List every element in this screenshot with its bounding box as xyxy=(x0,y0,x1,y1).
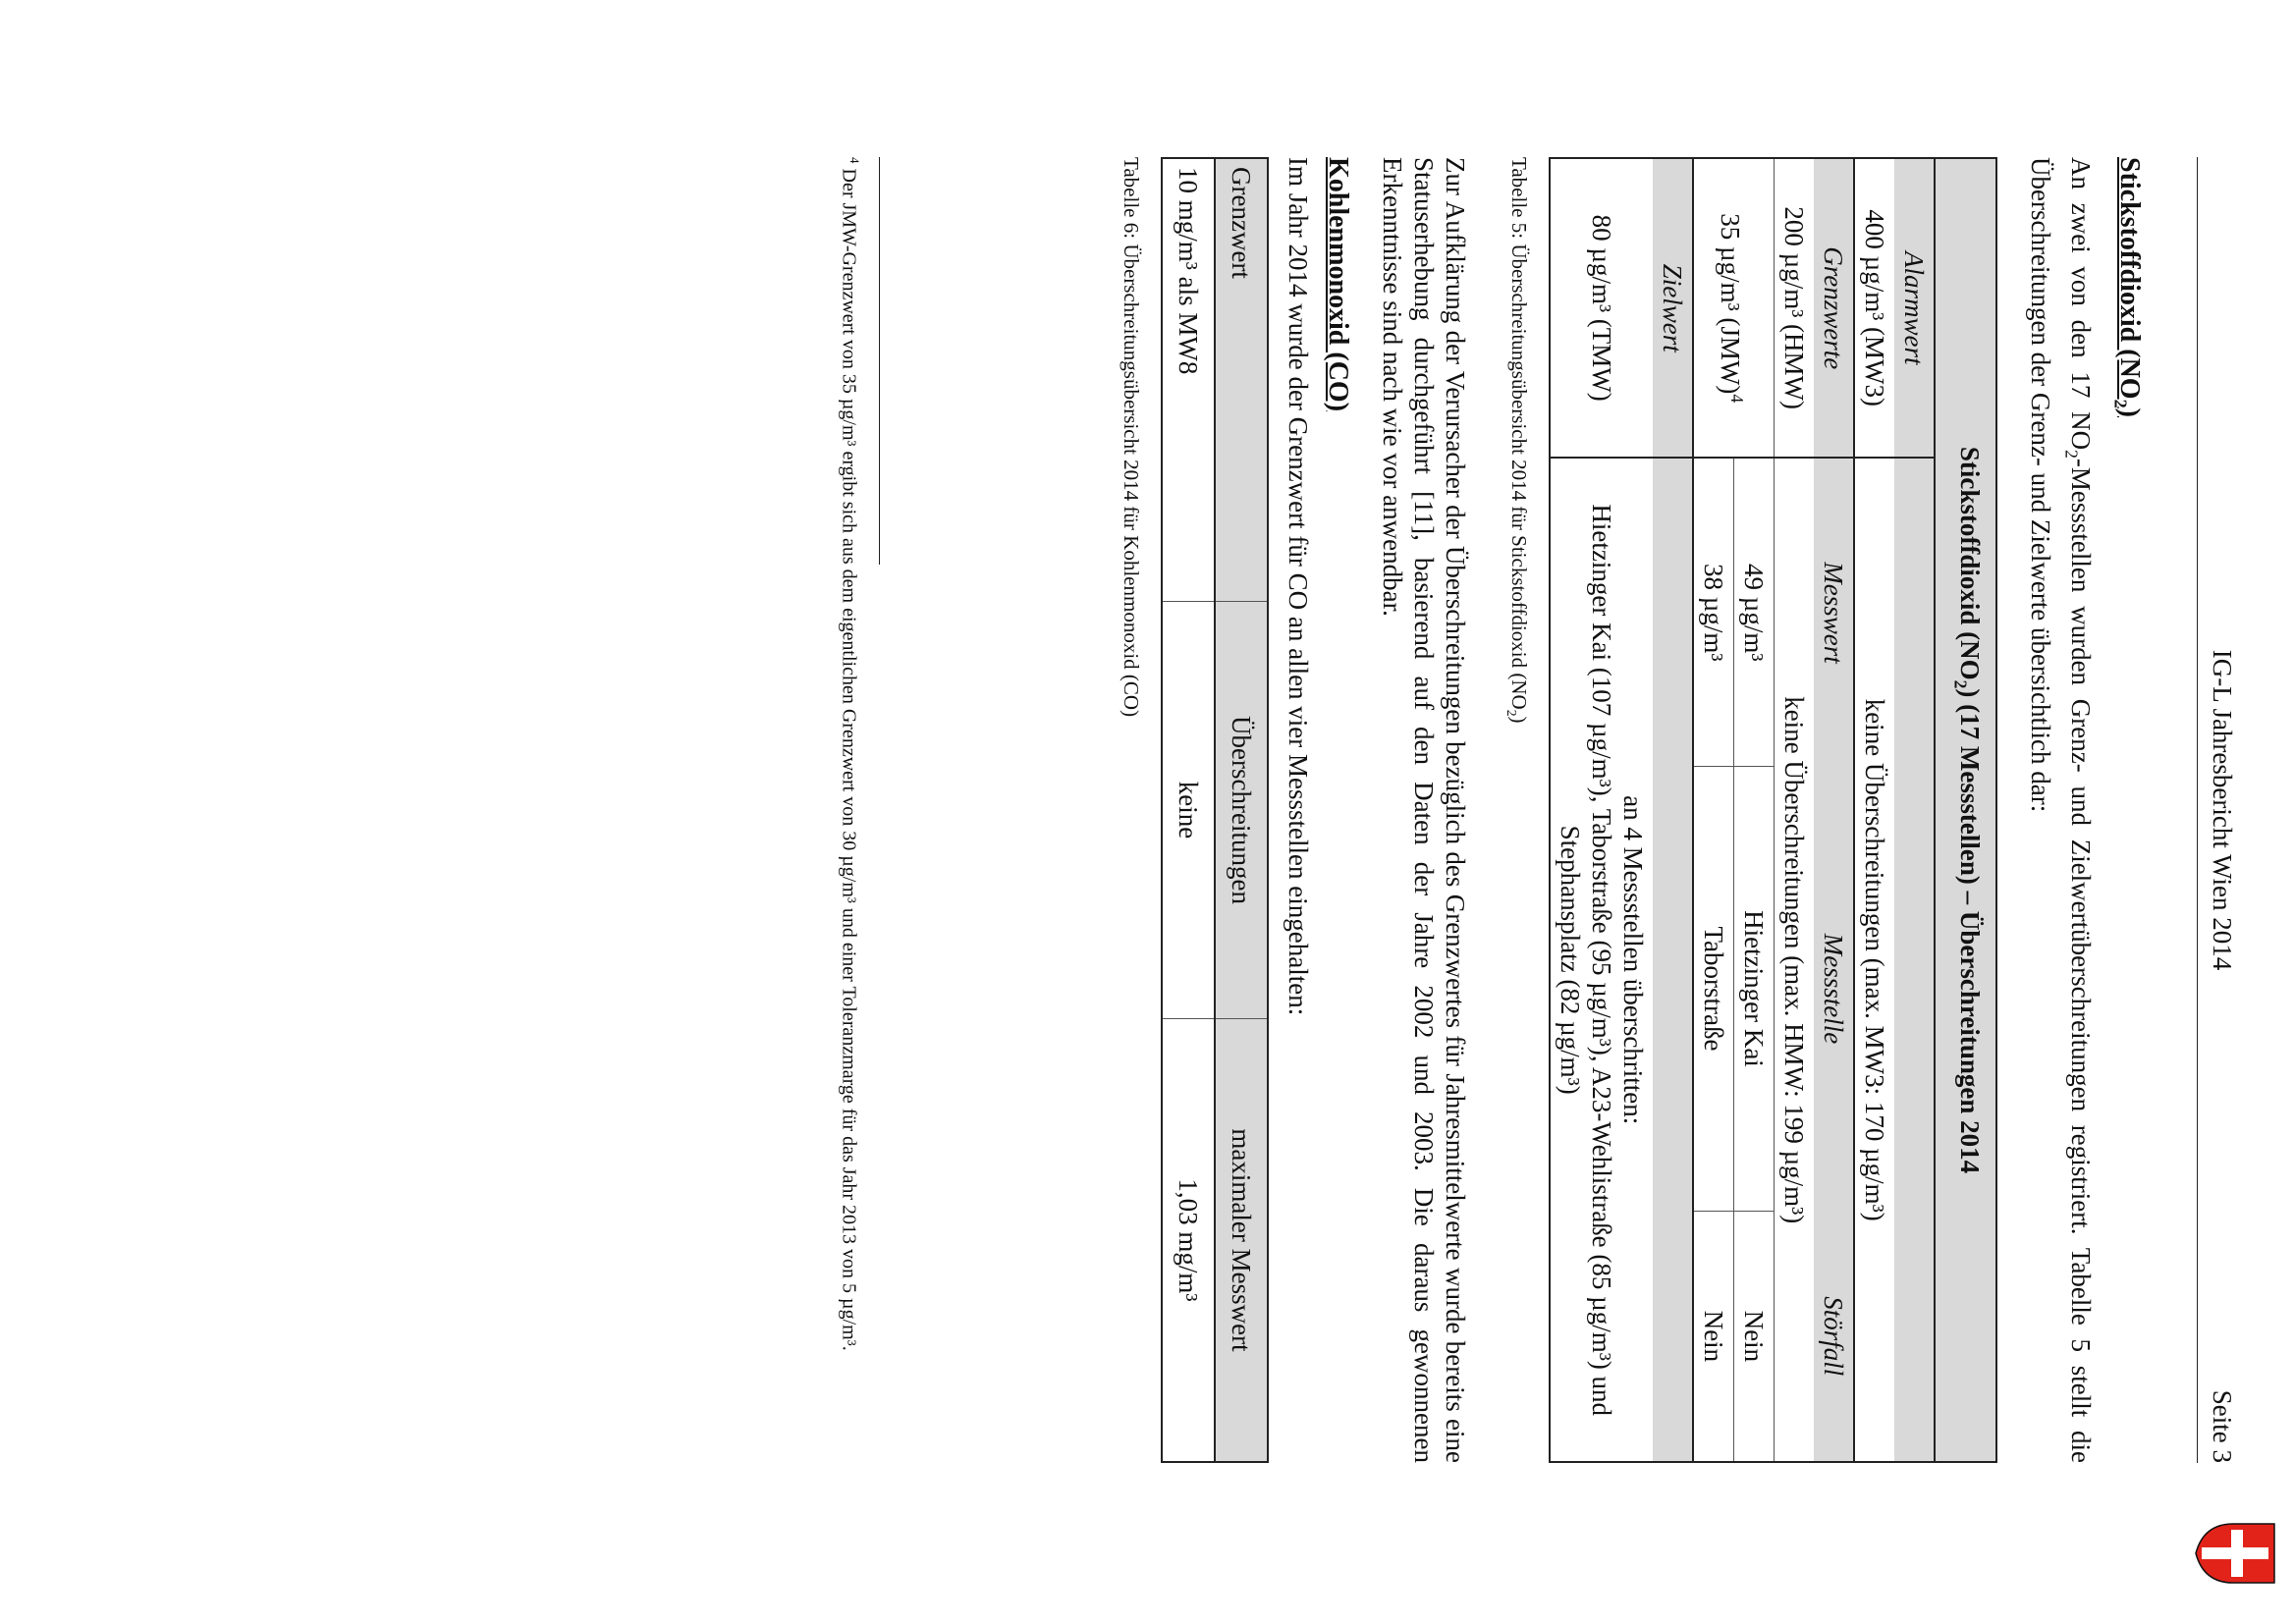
no2-section-heading xyxy=(2104,157,2145,1463)
footnote-reference: 4 xyxy=(1726,394,1747,404)
no2-heading-subscript: 2 xyxy=(2110,399,2131,408)
limit-row2-label xyxy=(1693,158,1775,458)
page-content xyxy=(1092,157,2145,1463)
caption-text-a: Tabelle 5: Überschreitungsübersicht 2014 für Stickstoffdioxid (NO xyxy=(1506,157,1531,710)
co-grenzwert-cell: 10 mg/m³ als MW8 xyxy=(1174,167,1204,375)
alarm-value: keine Überschreitungen (max. MW3: 170 µg/m³) xyxy=(1859,698,1889,1221)
limit-header-row xyxy=(1814,158,1854,1462)
co-section-heading: Kohlenmonoxid (CO) xyxy=(1323,157,1354,412)
no2-intro-subscript: 2 xyxy=(2062,450,2083,459)
table6-caption: Tabelle 6: Überschreitungsübersicht 2014 für Kohlenmonoxid (CO) xyxy=(1120,157,1144,718)
table-row xyxy=(1162,158,1215,1462)
limit-header: Grenzwerte xyxy=(1814,158,1854,458)
table-title-subscript: 2 xyxy=(1950,679,1971,689)
co-max-messwert-cell: 1,03 mg/m³ xyxy=(1162,1018,1215,1462)
table-row xyxy=(1550,158,1653,1462)
target-header-blank xyxy=(1653,458,1693,1462)
no2-heading-suffix: ) xyxy=(2114,407,2145,417)
messstelle-cell: Hietzinger Kai xyxy=(1733,767,1774,1212)
stoerfall-cell: Nein xyxy=(1693,1211,1734,1462)
table5-caption xyxy=(1495,157,1534,1463)
report-title: IG-L Jahresbericht Wien 2014 xyxy=(2208,649,2237,971)
co-col-max-messwert: maximaler Messwert xyxy=(1215,1018,1268,1462)
messwert-cell: 38 µg/m³ xyxy=(1693,458,1734,766)
alarm-header-blank xyxy=(1894,458,1935,1462)
no2-intro-paragraph xyxy=(2025,157,2097,1463)
footnote-mark: 4 xyxy=(847,157,862,164)
co-intro-paragraph: Im Jahr 2014 wurde der Grenzwert für CO an allen vier Messstellen eingehalten: xyxy=(1284,157,1314,1016)
stoerfall-cell: Nein xyxy=(1733,1211,1774,1462)
wien-coat-of-arms-icon xyxy=(2194,1522,2276,1585)
co-exceedance-table xyxy=(1161,157,1269,1463)
table-row xyxy=(1854,158,1894,1462)
page-number: Seite 3 xyxy=(2208,1389,2237,1463)
no2-intro-text-b: -Messstellen wurden Grenz- und Zielwertüberschreitungen registriert. Tabelle 5 stellt die Überschreitungen der Grenz- und Zielwerte übersichtlich dar: xyxy=(2026,157,2097,1463)
table-title-text-a: Stickstoffdioxid (NO xyxy=(1955,446,1986,680)
target-header-row xyxy=(1653,158,1693,1462)
co-col-grenzwert: Grenzwert xyxy=(1215,158,1268,602)
co-table-header-row xyxy=(1215,158,1268,1462)
limit-row2-label-text: 35 µg/m³ (JMW) xyxy=(1715,213,1745,395)
messstelle-cell: Taborstraße xyxy=(1693,767,1734,1212)
limit-row1-value: keine Überschreitungen (max. HMW: 199 µg/m³) xyxy=(1778,696,1809,1224)
table-row xyxy=(1733,158,1774,1462)
alarm-header: Alarmwert xyxy=(1894,158,1935,458)
caption-subscript: 2 xyxy=(1503,709,1519,717)
no2-heading-text: Stickstoffdioxid (NO xyxy=(2114,157,2145,400)
co-col-ueberschreitungen: Überschreitungen xyxy=(1215,602,1268,1019)
alarm-label: 400 µg/m³ (MW3) xyxy=(1854,158,1894,458)
co-ueberschreitungen-cell: keine xyxy=(1162,602,1215,1019)
footnote-text: Der JMW-Grenzwert von 35 µg/m³ ergibt sich aus dem eigentlichen Grenzwert von 30 µg/m³ und einer Toleranzmarge für das Jahr 2013 von 5 µg/m³. xyxy=(838,163,860,1351)
col-messwert-header: Messwert xyxy=(1814,458,1854,766)
no2-exceedance-table xyxy=(1549,157,1997,1463)
messwert-cell: 49 µg/m³ xyxy=(1733,458,1774,766)
no2-table-title xyxy=(1935,158,1996,1462)
target-value-line2: Hietzinger Kai (107 µg/m³), Taborstraße (95 µg/m³), A23-Wehlistraße (85 µg/m³) und Stephansplatz (82 µg/m³) xyxy=(1555,504,1616,1417)
footnote xyxy=(837,157,862,1473)
no2-analysis-paragraph: Zur Aufklärung der Verursacher der Überschreitungen bezüglich des Grenzwertes für Jahresmittelwerte wurde bereits eine Statuserhebung durchgeführt [11], basierend auf den Daten der Jahre 2002 und 2003. Die daraus gewonnenen Erkenntnisse sind nach wie vor anwendbar. xyxy=(1378,157,1471,1463)
page-header xyxy=(2200,157,2278,1463)
no2-intro-text-a: An zwei von den 17 NO xyxy=(2066,157,2097,451)
target-value-line1: an 4 Messstellen überschritten: xyxy=(1617,795,1648,1125)
target-header: Zielwert xyxy=(1653,158,1693,458)
table-row xyxy=(1774,158,1814,1462)
target-label: 80 µg/m³ (TMW) xyxy=(1550,158,1653,458)
col-stoerfall-header: Störfall xyxy=(1814,1211,1854,1462)
caption-text-b: ) xyxy=(1506,716,1531,724)
limit-row1-label: 200 µg/m³ (HMW) xyxy=(1774,158,1814,458)
table-title-row xyxy=(1935,158,1996,1462)
col-messstelle-header: Messstelle xyxy=(1814,767,1854,1212)
footnote-rule xyxy=(879,157,880,565)
alarm-header-row xyxy=(1894,158,1935,1462)
table-title-text-b: ) (17 Messstellen) – Überschreitungen 2014 xyxy=(1955,688,1986,1174)
target-value xyxy=(1550,458,1653,1462)
header-rule xyxy=(2197,157,2198,1463)
